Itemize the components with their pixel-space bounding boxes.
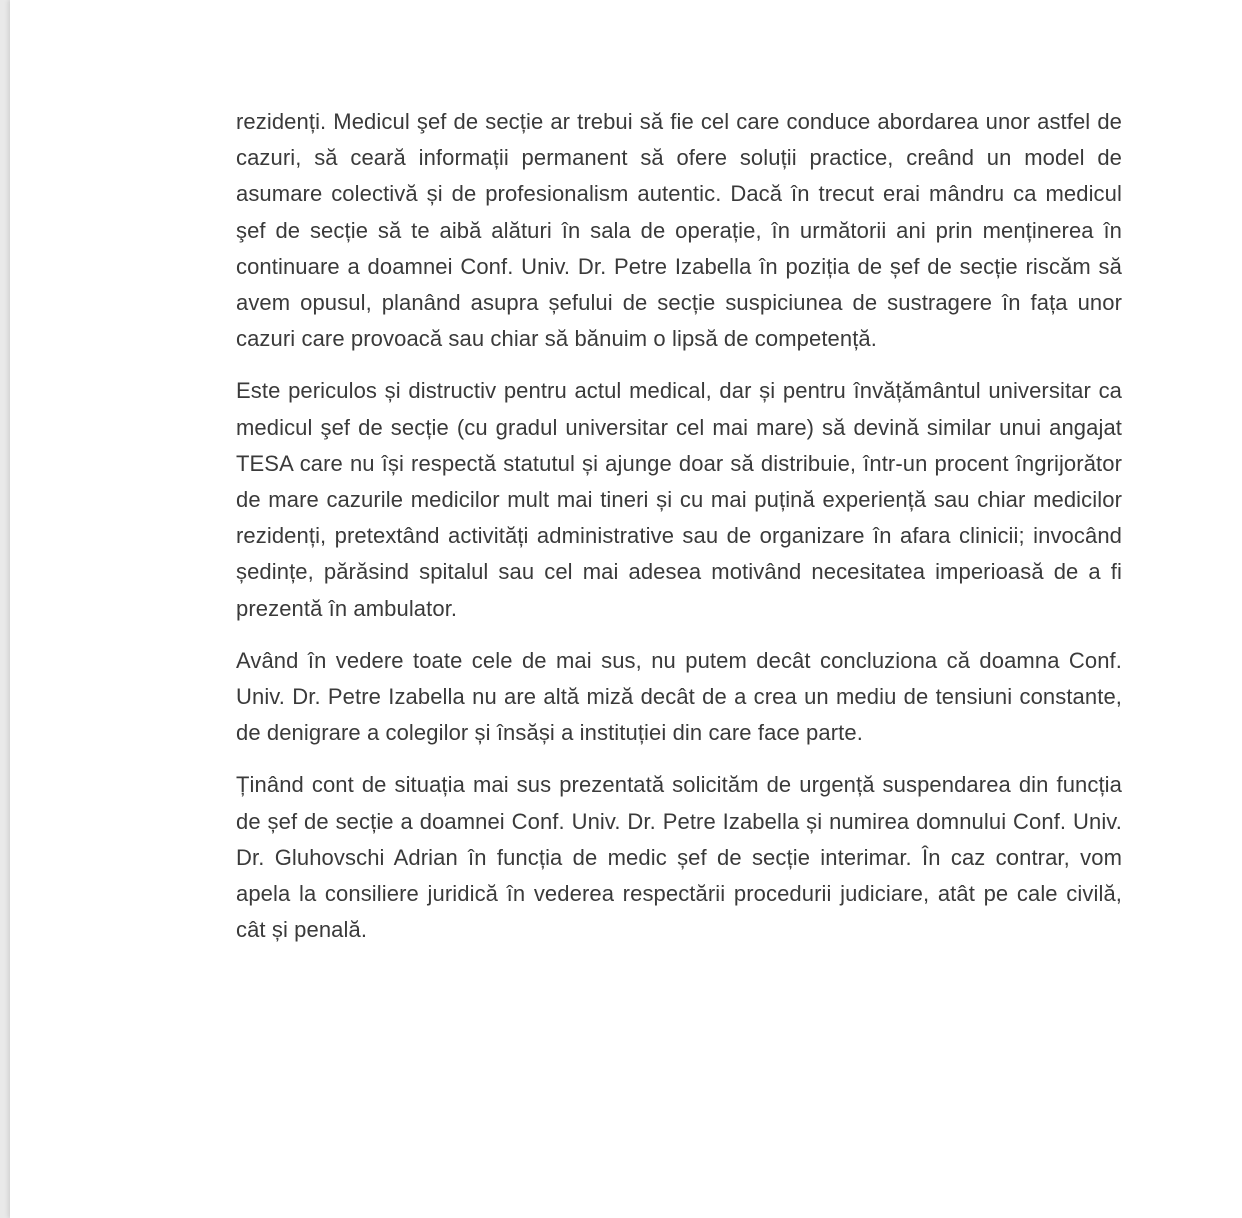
- paragraph-4: Ținând cont de situația mai sus prezentată solicităm de urgență suspendarea din funcția de șef de secție a doamnei Conf. Univ. Dr. Petre Izabella și numirea domnului Conf. Univ. Dr. Gluhovschi Adrian în funcția de medic șef de secție interimar. În caz contrar, vom apela la consiliere juridică în vederea respectării procedurii judiciare, atât pe cale civilă, cât și penală.: [236, 772, 1122, 943]
- document-body: [236, 104, 1122, 964]
- document-page: [10, 0, 1242, 1218]
- paragraph-2: Este periculos și distructiv pentru actul medical, dar și pentru învățământul universitar ca medicul şef de secție (cu gradul universitar cel mai mare) să devină similar unui angajat TESA care nu își respectă statutul și ajunge doar să distribuie, într-un procent îngrijorător de mare cazurile medicilor mult mai tineri și cu mai puțină experiență sau chiar medicilor rezidenți, pretextând activități administrative sau de organizare în afara clinicii; invocând ședințe, părăsind spitalul sau cel mai adesea motivând necesitatea imperioasă de a fi prezentă în ambulator.: [236, 378, 1122, 621]
- paragraph-3: Având în vedere toate cele de mai sus, nu putem decât concluziona că doamna Conf. Univ. Dr. Petre Izabella nu are altă miză decât de a crea un mediu de tensiuni constante, de denigrare a colegilor și însăși a instituției din care face parte.: [236, 647, 1122, 746]
- paragraph-1: rezidenți. Medicul şef de secție ar trebui să fie cel care conduce abordarea unor astfel de cazuri, să ceară informații permanent să ofere soluții practice, creând un model de asumare colectivă și de profesionalism autentic. Dacă în trecut erai mândru ca medicul şef de secție să te aibă alături în sala de operație, în următorii ani prin menținerea în continuare a doamnei Conf. Univ. Dr. Petre Izabella în poziția de șef de secție riscăm să avem opusul, planând asupra șefului de secție suspiciunea de sustragere în fața unor cazuri care provoacă sau chiar să bănuim o lipsă de competență.: [236, 109, 1122, 352]
